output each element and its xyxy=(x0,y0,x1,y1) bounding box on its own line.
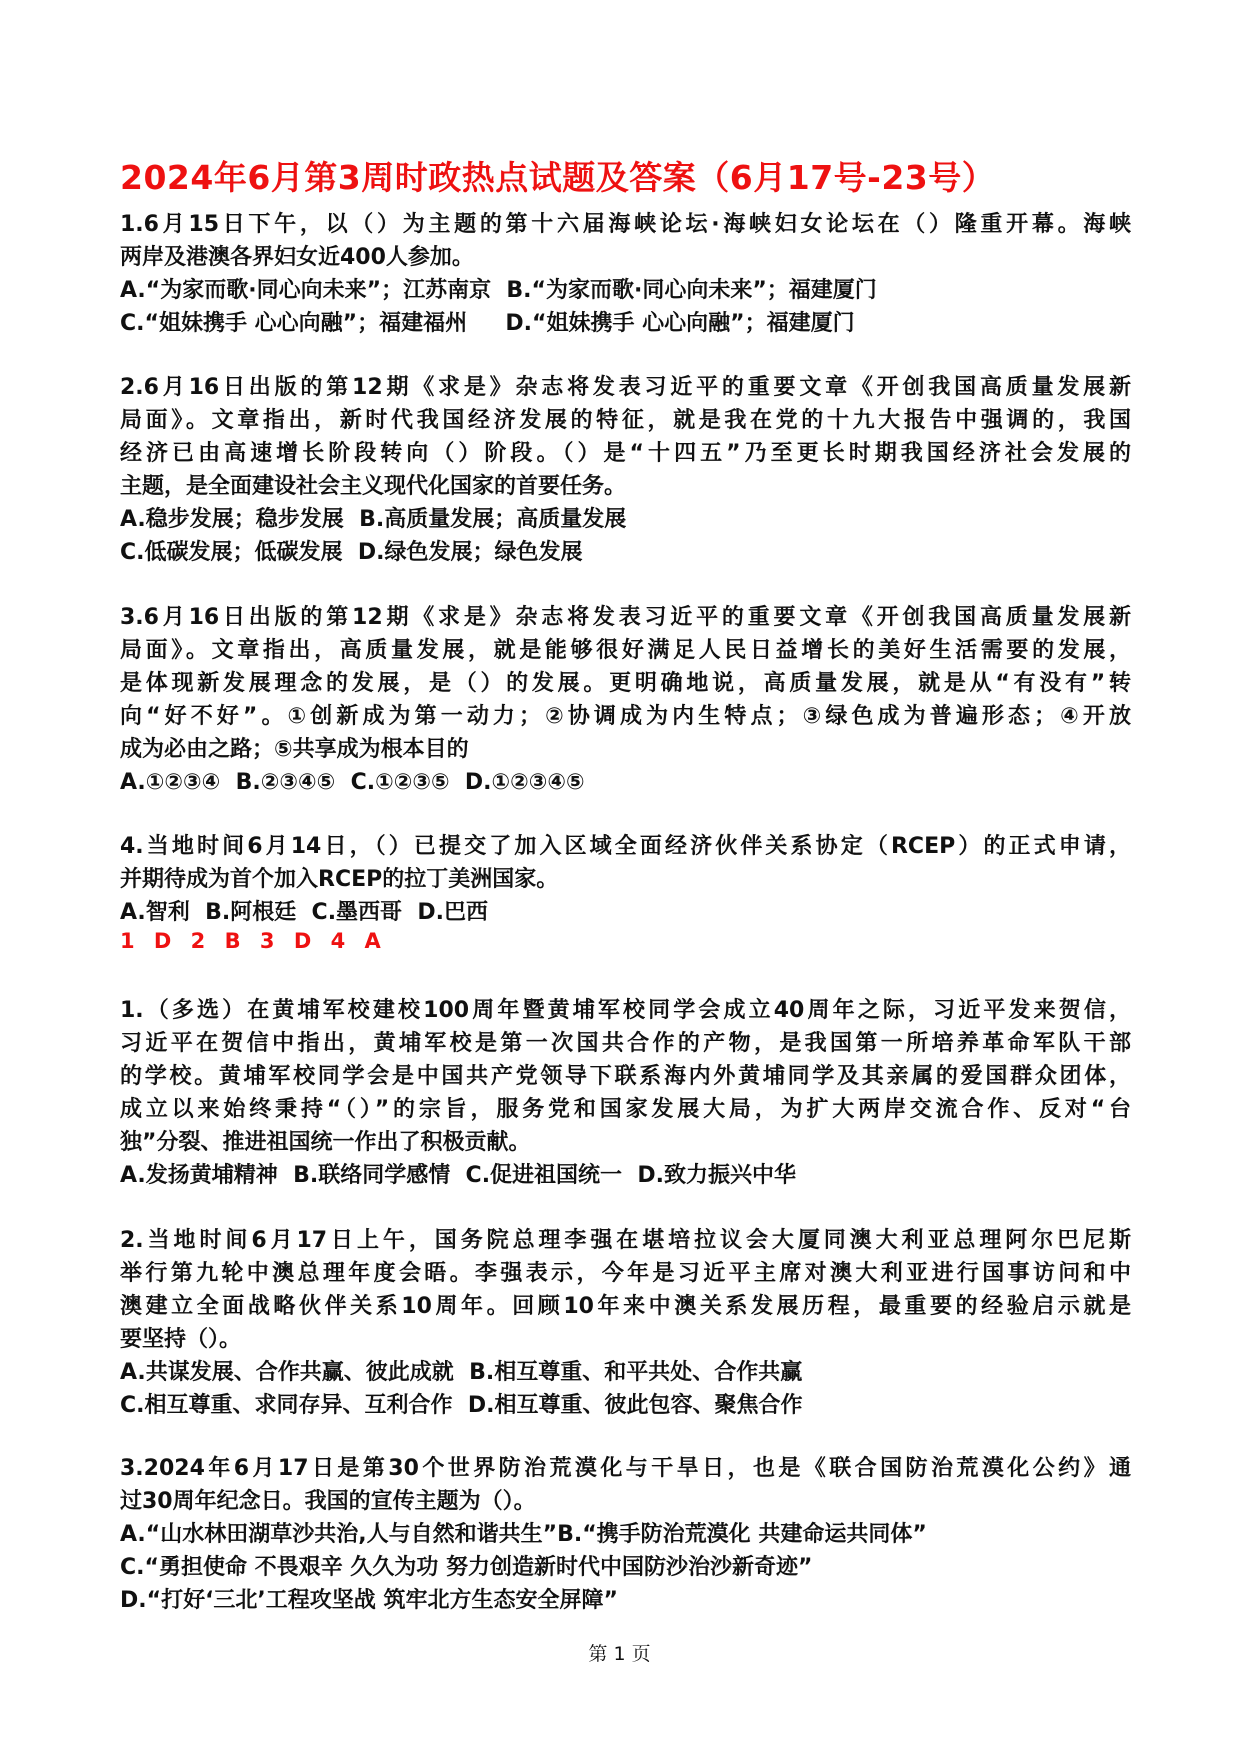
question-stem-line: 1.（多选）在黄埔军校建校100周年暨黄埔军校同学会成立40周年之际，习近平发来贺信， xyxy=(120,998,1131,1023)
question-stem-line: 独”分裂、推进祖国统一作出了积极贡献。 xyxy=(120,1130,531,1155)
page-number: 第 1 页 xyxy=(588,1643,651,1665)
answer-options-line: A.“山水林田湖草沙共治,人与自然和谐共生”B.“携手防治荒漠化 共建命运共同体” xyxy=(120,1522,927,1547)
document-title: 2024年6月第3周时政热点试题及答案（6月17号-23号） xyxy=(120,158,996,197)
question-block xyxy=(120,371,1131,569)
question-stem-line: 1.6月15日下午，以（）为主题的第十六届海峡论坛·海峡妇女论坛在（）隆重开幕。海峡 xyxy=(120,212,1131,237)
answer-options-line: C.“勇担使命 不畏艰辛 久久为功 努力创造新时代中国防沙治沙新奇迹” xyxy=(120,1555,813,1580)
answer-options-line: C.相互尊重、求同存异、互利合作 D.相互尊重、彼此包容、聚焦合作 xyxy=(120,1393,803,1418)
question-stem-line: 两岸及港澳各界妇女近400人参加。 xyxy=(120,245,474,270)
question-stem-line: 成立以来始终秉持“（）”的宗旨，服务党和国家发展大局，为扩大两岸交流合作、反对“台 xyxy=(120,1097,1131,1122)
question-stem-line: 过30周年纪念日。我国的宣传主题为（）。 xyxy=(120,1489,536,1514)
answer-key: 1 D 2 B 3 D 4 A xyxy=(120,929,387,953)
question-stem-line: 经济已由高速增长阶段转向（）阶段。（）是“十四五”乃至更长时期我国经济社会发展的 xyxy=(120,441,1131,466)
question-stem-line: 局面》。文章指出，新时代我国经济发展的特征，就是我在党的十九大报告中强调的，我国 xyxy=(120,408,1131,433)
question-stem-line: 局面》。文章指出，高质量发展，就是能够很好满足人民日益增长的美好生活需要的发展， xyxy=(120,638,1131,663)
question-stem-line: 举行第九轮中澳总理年度会晤。李强表示，今年是习近平主席对澳大利亚进行国事访问和中 xyxy=(120,1261,1131,1286)
answer-options-line: C.低碳发展；低碳发展 D.绿色发展；绿色发展 xyxy=(120,540,583,565)
answer-options-line: A.智利 B.阿根廷 C.墨西哥 D.巴西 xyxy=(120,900,488,925)
question-stem-line: 要坚持（）。 xyxy=(120,1327,242,1352)
answer-options-line: D.“打好‘三北’工程攻坚战 筑牢北方生态安全屏障” xyxy=(120,1588,618,1613)
question-stem-line: 的学校。黄埔军校同学会是中国共产党领导下联系海内外黄埔同学及其亲属的爱国群众团体， xyxy=(120,1064,1131,1089)
question-stem-line: 2.6月16日出版的第12期《求是》杂志将发表习近平的重要文章《开创我国高质量发展新 xyxy=(120,375,1131,400)
answer-options-line: A.稳步发展；稳步发展 B.高质量发展；高质量发展 xyxy=(120,507,627,532)
question-block xyxy=(120,994,1131,1192)
question-stem-line: 澳建立全面战略伙伴关系10周年。回顾10年来中澳关系发展历程，最重要的经验启示就是 xyxy=(120,1294,1131,1319)
question-block xyxy=(120,1452,1131,1617)
question-block xyxy=(120,601,1131,799)
answer-options-line: A.①②③④ B.②③④⑤ C.①②③⑤ D.①②③④⑤ xyxy=(120,770,585,795)
question-stem-line: 向“好不好”。①创新成为第一动力；②协调成为内生特点；③绿色成为普遍形态；④开放 xyxy=(120,704,1131,729)
question-block xyxy=(120,1224,1131,1422)
question-stem-line: 3.6月16日出版的第12期《求是》杂志将发表习近平的重要文章《开创我国高质量发展新 xyxy=(120,605,1131,630)
question-stem-line: 成为必由之路；⑤共享成为根本目的 xyxy=(120,737,469,762)
question-stem-line: 2.当地时间6月17日上午，国务院总理李强在堪培拉议会大厦同澳大利亚总理阿尔巴尼斯 xyxy=(120,1228,1131,1253)
question-stem-line: 习近平在贺信中指出，黄埔军校是第一次国共合作的产物，是我国第一所培养革命军队干部 xyxy=(120,1031,1131,1056)
answer-options-line: A.“为家而歌·同心向未来”；江苏南京 B.“为家而歌·同心向未来”；福建厦门 xyxy=(120,278,877,303)
question-stem-line: 并期待成为首个加入RCEP的拉丁美洲国家。 xyxy=(120,867,559,892)
question-stem-line: 主题，是全面建设社会主义现代化国家的首要任务。 xyxy=(120,474,627,499)
answer-options-line: A.发扬黄埔精神 B.联络同学感情 C.促进祖国统一 D.致力振兴中华 xyxy=(120,1163,796,1188)
answer-options-line: A.共谋发展、合作共赢、彼此成就 B.相互尊重、和平共处、合作共赢 xyxy=(120,1360,803,1385)
question-stem-line: 3.2024年6月17日是第30个世界防治荒漠化与干旱日，也是《联合国防治荒漠化公约》通 xyxy=(120,1456,1131,1481)
answer-options-line: C.“姐妹携手 心心向融”；福建福州 D.“姐妹携手 心心向融”；福建厦门 xyxy=(120,311,855,336)
question-stem-line: 4.当地时间6月14日，（）已提交了加入区域全面经济伙伴关系协定（RCEP）的正式申请， xyxy=(120,834,1131,859)
question-stem-line: 是体现新发展理念的发展，是（）的发展。更明确地说，高质量发展，就是从“有没有”转 xyxy=(120,671,1131,696)
question-block xyxy=(120,208,1131,340)
question-block xyxy=(120,830,1131,929)
